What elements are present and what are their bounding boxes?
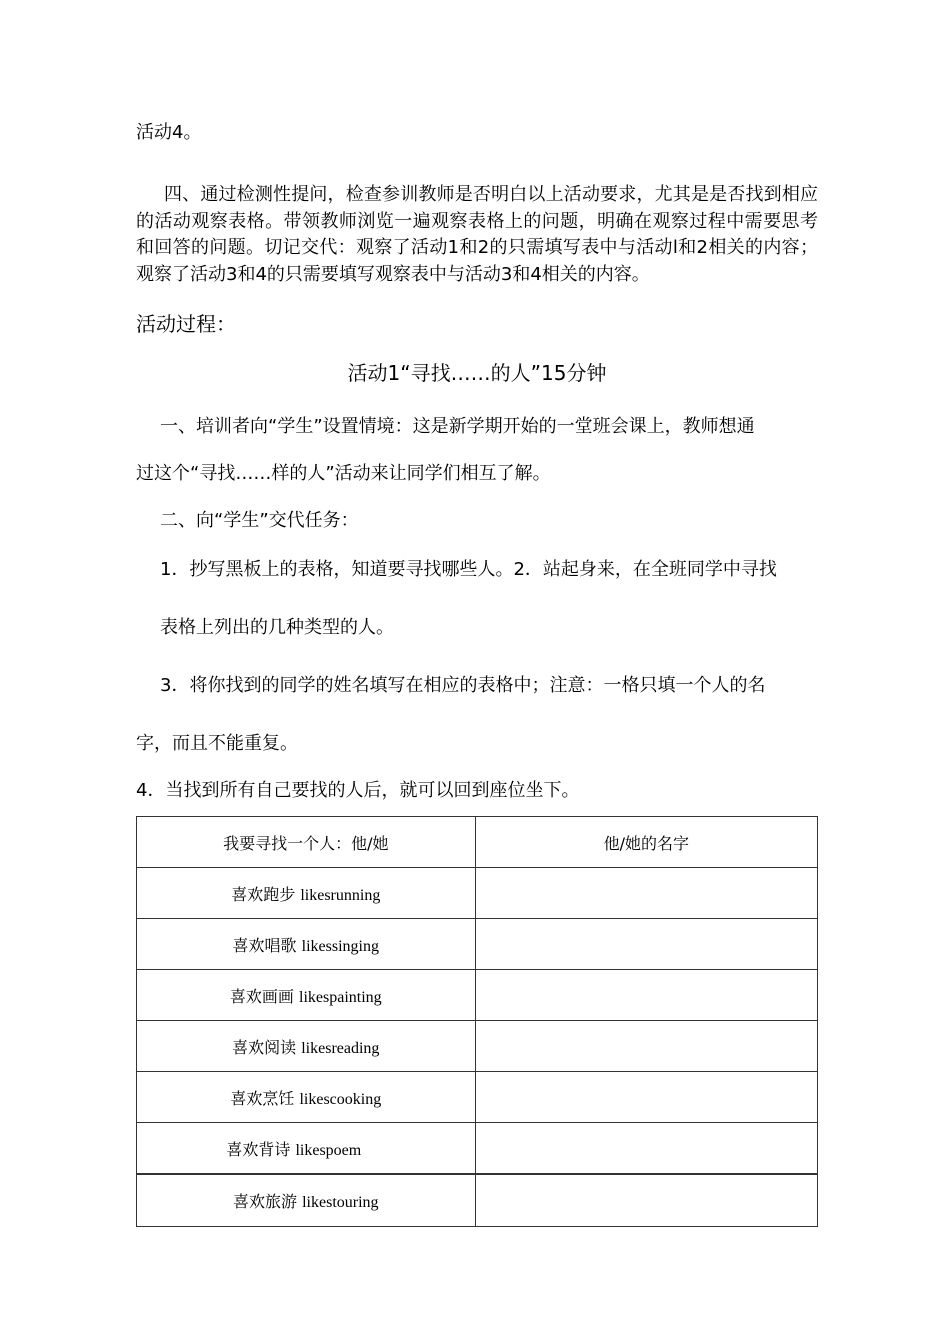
header-name: 他/她的名字: [475, 817, 817, 868]
name-cell[interactable]: [475, 868, 817, 919]
table-row: [137, 1021, 818, 1072]
task3-line2: 字，而且不能重复。: [136, 733, 298, 754]
person-cell: 喜欢烹饪 likescooking: [137, 1072, 476, 1123]
table-row: [137, 919, 818, 970]
task12-line2: 表格上列出的几种类型的人。: [160, 617, 394, 638]
table-row: [137, 868, 818, 919]
table-row: [137, 1123, 818, 1175]
table-header-row: [137, 817, 818, 868]
paragraph-four: 四、通过检测性提问，检查参训教师是否明白以上活动要求，尤其是是否找到相应的活动观察表格。带领教师浏览一遍观察表格上的问题，明确在观察过程中需要思考和回答的问题。切记交代：观察了活动1和2的只需填写表中与活动l和2相关的内容；观察了活动3和4的只需要填写观察表中与活动3和4相关的内容。: [136, 184, 818, 285]
step2: 二、向“学生”交代任务：: [160, 510, 359, 531]
observation-table: [136, 816, 818, 1227]
person-cell: 喜欢背诗 likespoem: [137, 1123, 476, 1175]
name-cell[interactable]: [475, 1123, 817, 1175]
table-row: [137, 970, 818, 1021]
task3-line1: 3．将你找到的同学的姓名填写在相应的表格中；注意：一格只填一个人的名: [160, 675, 766, 696]
person-cell: 喜欢旅游 likestouring: [137, 1174, 476, 1227]
table-row: [137, 1174, 818, 1227]
process-heading: 活动过程：: [136, 312, 236, 336]
activity4-tail: 活动4。: [136, 122, 202, 143]
table-row: [137, 1072, 818, 1123]
task12-line1: 1．抄写黑板上的表格，知道要寻找哪些人。2．站起身来，在全班同学中寻找: [160, 559, 777, 580]
name-cell[interactable]: [475, 970, 817, 1021]
name-cell[interactable]: [475, 1072, 817, 1123]
header-person: 我要寻找一个人：他/她: [137, 817, 476, 868]
step1-line1: 一、培训者向“学生”设置情境：这是新学期开始的一堂班会课上，教师想通: [160, 416, 755, 437]
name-cell[interactable]: [475, 1174, 817, 1227]
name-cell[interactable]: [475, 919, 817, 970]
name-cell[interactable]: [475, 1021, 817, 1072]
person-cell: 喜欢画画 likespainting: [137, 970, 476, 1021]
step1-line2: 过这个“寻找……样的人”活动来让同学们相互了解。: [136, 463, 551, 484]
person-cell: 喜欢跑步 likesrunning: [137, 868, 476, 919]
person-cell: 喜欢阅读 likesreading: [137, 1021, 476, 1072]
task4: 4．当找到所有自己要找的人后，就可以回到座位坐下。: [136, 780, 580, 801]
person-cell: 喜欢唱歌 likessinging: [137, 919, 476, 970]
activity1-title: 活动1“寻找……的人”15分钟: [347, 361, 607, 385]
